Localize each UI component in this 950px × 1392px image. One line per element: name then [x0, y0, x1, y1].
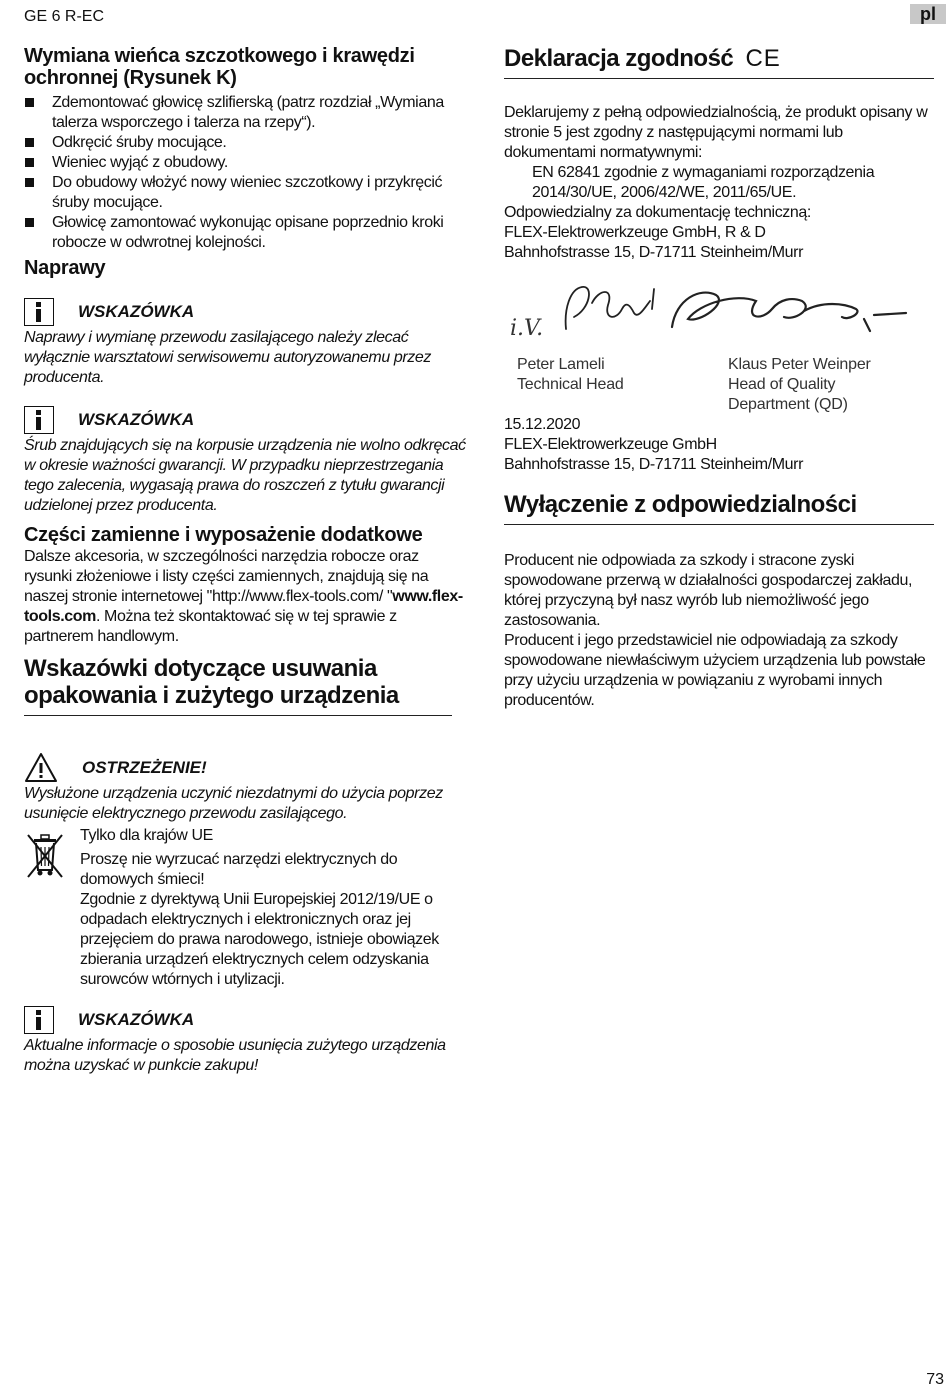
square-bullet-icon: [25, 158, 34, 167]
square-bullet-icon: [25, 98, 34, 107]
declaration-intro: Deklarujemy z pełną odpowiedzialnością, że produkt opisany w stronie 5 jest zgodny z następującymi normami lub dokumentami normatywnymi:: [504, 104, 928, 161]
model-header: GE 6 R-EC: [24, 8, 105, 25]
disposal-heading: Wskazówki dotyczące usuwania opakowania i zużytego urządzenia: [24, 655, 452, 716]
website-link[interactable]: www.flex-tools.com: [24, 588, 463, 625]
square-bullet-icon: [25, 138, 34, 147]
note-text: Śrub znajdujących się na korpusie urządzenia nie wolno odkręcać w okresie ważności gwarancji. W przypadku nieprzestrzegania tego zalecenia, wygasają prawa do roszczeń z tytułu gwarancji udzielonej przez producenta.: [24, 437, 466, 514]
language-badge: pl: [910, 4, 946, 24]
company-name: FLEX-Elektrowerkzeuge GmbH, R & D: [504, 224, 766, 241]
spare-parts-text: Dalsze akcesoria, w szczególności narzędzia robocze oraz rysunki złożeniowe i listy części zamiennych, znajdują się na naszej stronie internetowej "http://www.flex-tools.com/ "www.flex-tools.com. Można też skontaktować się w tej sprawie z partnerem handlowym.: [24, 548, 463, 645]
liability-text-2: Producent i jego przedstawiciel nie odpowiadają za szkody spowodowane niewłaściwym użyciem urządzenia lub powstałe przy użyciu urządzenia w powiązaniu z wyrobami innych producentów.: [504, 632, 926, 709]
signatory-2-department: Department (QD): [728, 396, 848, 413]
right-column: [504, 45, 934, 711]
note-label: WSKAZÓWKA: [78, 1010, 195, 1029]
info-icon: [24, 1006, 54, 1034]
list-item: Zdemontować głowicę szlifierską (patrz rozdział „Wymiana talerza wsporczego i talerza na rzepy“).: [24, 93, 469, 133]
company-address: Bahnhofstrasse 15, D-71711 Steinheim/Murr: [504, 244, 804, 261]
square-bullet-icon: [25, 218, 34, 227]
spare-parts-heading: Części zamienne i wyposażenie dodatkowe: [24, 524, 423, 546]
handwritten-signatures: [504, 279, 914, 357]
list-item: Odkręcić śruby mocujące.: [24, 133, 469, 153]
signatures: [504, 279, 934, 413]
company-address-2: Bahnhofstrasse 15, D-71711 Steinheim/Murr: [504, 456, 804, 473]
responsible-label: Odpowiedzialny za dokumentację techniczną:: [504, 204, 811, 221]
crossed-out-bin-icon: [24, 830, 68, 880]
signatory-1-name: Peter Lameli: [517, 356, 605, 373]
signature-prefix: i.V.: [510, 316, 544, 341]
note-label: WSKAZÓWKA: [78, 410, 195, 429]
eu-only-text: Tylko dla krajów UE: [80, 827, 213, 844]
disposal-note: [24, 1004, 469, 1076]
company-name-2: FLEX-Elektrowerkzeuge GmbH: [504, 436, 717, 453]
repairs-note-2: [24, 404, 469, 516]
weee-section: [24, 826, 469, 990]
signatory-2-name: Klaus Peter Weinper: [728, 356, 871, 373]
signatory-1-role: Technical Head: [517, 376, 624, 393]
note-text: Aktualne informacje o sposobie usunięcia zużytego urządzenia można uzyskać w punkcie zakupu!: [24, 1037, 446, 1074]
list-item: Do obudowy włożyć nowy wieniec szczotkowy i przykręcić śruby mocujące.: [24, 173, 469, 213]
list-item: Wieniec wyjąć z obudowy.: [24, 153, 469, 173]
left-column: [24, 45, 469, 1076]
declaration-standard: EN 62841 zgodnie z wymaganiami rozporządzenia 2014/30/UE, 2006/42/WE, 2011/65/UE.: [532, 164, 875, 201]
ce-mark: CE: [745, 45, 781, 72]
weee-directive-text: Zgodnie z dyrektywą Unii Europejskiej 2012/19/UE o odpadach elektrycznych i elektronicznych oraz jej przejęciem do prawa narodowego, istnieje obowiązek zbierania urządzeń elektrycznych celem odzyskania surowców wtórnych i utylizacji.: [80, 891, 439, 988]
liability-heading: Wyłączenie z odpowiedzialności: [504, 491, 934, 525]
warning-triangle-icon: [24, 752, 58, 784]
repairs-heading: Naprawy: [24, 257, 106, 279]
info-icon: [24, 406, 54, 434]
disposal-warning: [24, 752, 469, 824]
liability-text-1: Producent nie odpowiada za szkody i stracone zyski spowodowane przerwą w działalności gospodarczej zakładu, której przyczyną był nasz wyrób lub niemożliwość jego zastosowania.: [504, 552, 913, 629]
signatory-2-role: Head of Quality: [728, 376, 836, 393]
list-item: Głowicę zamontować wykonując opisane poprzednio kroki robocze w odwrotnej kolejności.: [24, 213, 469, 253]
warning-label: OSTRZEŻENIE!: [82, 758, 207, 777]
square-bullet-icon: [25, 178, 34, 187]
declaration-heading: Deklaracja zgodność CE: [504, 45, 934, 79]
brush-replacement-steps: [24, 93, 469, 253]
warning-text: Wysłużone urządzenia uczynić niezdatnymi do użycia poprzez usunięcie elektrycznego przewodu zasilającego.: [24, 785, 443, 822]
brush-replacement-heading: Wymiana wieńca szczotkowego i krawędzi ochronnej (Rysunek K): [24, 45, 415, 89]
repairs-note-1: [24, 296, 469, 388]
info-icon: [24, 298, 54, 326]
note-label: WSKAZÓWKA: [78, 302, 195, 321]
page-number: 73: [926, 1371, 944, 1388]
no-household-waste-text: Proszę nie wyrzucać narzędzi elektrycznych do domowych śmieci!: [80, 851, 398, 888]
note-text: Naprawy i wymianę przewodu zasilającego należy zlecać wyłącznie warsztatowi serwisowemu autoryzowanemu przez producenta.: [24, 329, 432, 386]
declaration-date: 15.12.2020: [504, 416, 581, 433]
